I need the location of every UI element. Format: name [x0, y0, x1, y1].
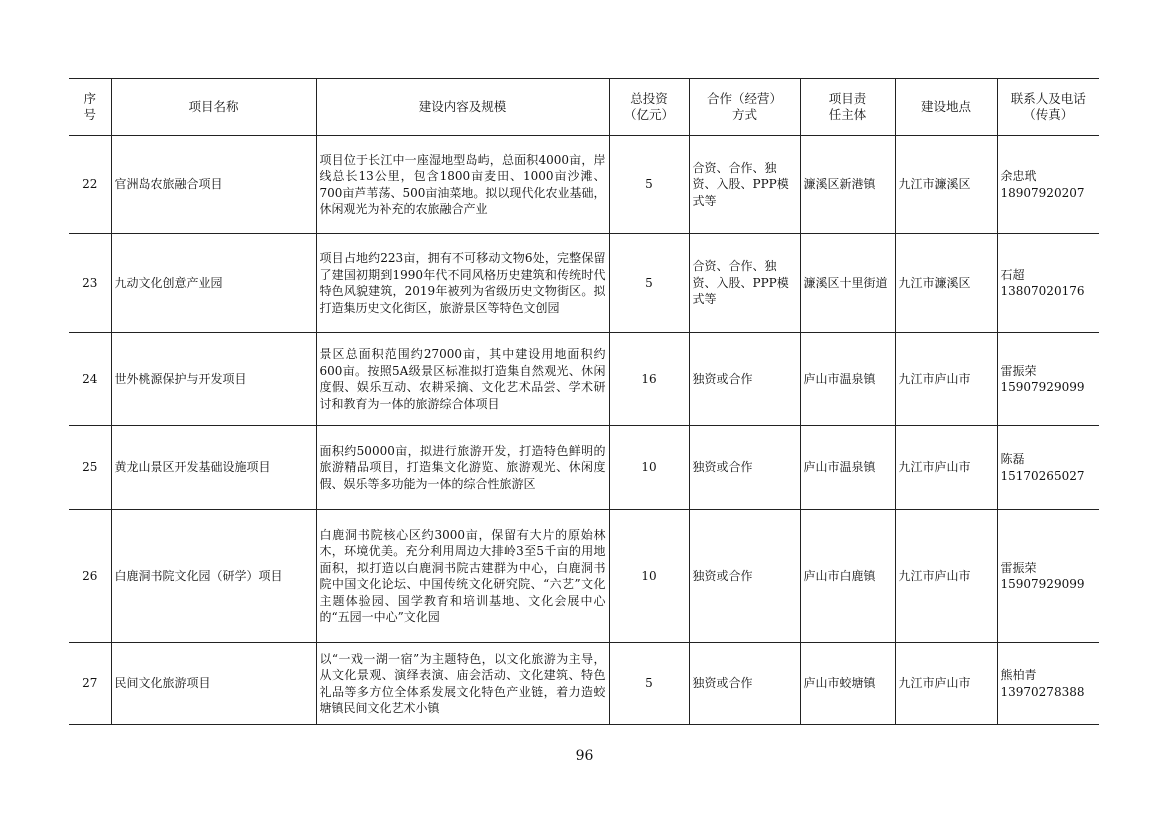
cell-responsible: 庐山市温泉镇 [800, 426, 895, 510]
cell-contact [997, 136, 1099, 234]
contact-name: 余忠玳 [1000, 169, 1037, 183]
cell-name: 民间文化旅游项目 [111, 643, 316, 725]
cell-no: 27 [69, 643, 111, 725]
table-row [69, 426, 1099, 510]
cell-content: 景区总面积范围约27000亩，其中建设用地面积约600亩。按照5A级景区标准拟打造集自然观光、休闲度假、娱乐互动、农耕采摘、文化艺术品尝、学术研讨和教育为一体的旅游综合体项目 [316, 333, 609, 426]
table-row [69, 136, 1099, 234]
cell-cooperation: 合资、合作、独资、入股、PPP模式等 [689, 234, 800, 333]
cell-content: 白鹿洞书院核心区约3000亩，保留有大片的原始林木，环境优美。充分利用周边大排岭3至5千亩的用地面积，拟打造以白鹿洞书院古建群为中心，白鹿洞书院中国文化论坛、中国传统文化研究院、“六艺”文化主题体验园、国学教育和培训基地、文化会展中心的“五园一中心”文化园 [316, 510, 609, 643]
header-contact: 联系人及电话 （传真） [997, 79, 1099, 136]
cell-cooperation: 独资或合作 [689, 333, 800, 426]
cell-content: 项目位于长江中一座湿地型岛屿，总面积4000亩，岸线总长13公里，包含1800亩麦田、1000亩沙滩、700亩芦苇荡、500亩油菜地。拟以现代化农业基础，休闲观光为补充的农旅融合产业 [316, 136, 609, 234]
header-responsible: 项目责 任主体 [800, 79, 895, 136]
cell-no: 22 [69, 136, 111, 234]
cell-contact [997, 510, 1099, 643]
cell-investment: 5 [609, 643, 689, 725]
cell-cooperation: 独资或合作 [689, 510, 800, 643]
cell-responsible: 濂溪区十里街道 [800, 234, 895, 333]
cell-cooperation: 独资或合作 [689, 426, 800, 510]
contact-phone: 15907929099 [1000, 577, 1085, 591]
cell-cooperation: 合资、合作、独资、入股、PPP模式等 [689, 136, 800, 234]
cell-investment: 5 [609, 136, 689, 234]
cell-location: 九江市濂溪区 [895, 234, 997, 333]
table-row [69, 510, 1099, 643]
cell-content: 以“一戏一湖一宿”为主题特色，以文化旅游为主导，从文化景观、演绎表演、庙会活动、文化建筑、特色礼品等多方位全体系发展文化特色产业链，着力造蛟塘镇民间文化艺术小镇 [316, 643, 609, 725]
cell-contact [997, 234, 1099, 333]
cell-name: 官洲岛农旅融合项目 [111, 136, 316, 234]
table-row [69, 333, 1099, 426]
cell-cooperation: 独资或合作 [689, 643, 800, 725]
cell-contact [997, 643, 1099, 725]
cell-name: 黄龙山景区开发基础设施项目 [111, 426, 316, 510]
cell-investment: 5 [609, 234, 689, 333]
table-row [69, 643, 1099, 725]
cell-name: 世外桃源保护与开发项目 [111, 333, 316, 426]
contact-name: 雷振荣 [1000, 560, 1037, 575]
header-location: 建设地点 [895, 79, 997, 136]
header-cooperation: 合作（经营） 方式 [689, 79, 800, 136]
cell-location: 九江市庐山市 [895, 333, 997, 426]
contact-phone: 18907920207 [1000, 185, 1085, 200]
header-no: 序 号 [69, 79, 111, 136]
cell-name: 九动文化创意产业园 [111, 234, 316, 333]
cell-location: 九江市庐山市 [895, 510, 997, 643]
contact-phone: 13807020176 [1000, 284, 1085, 298]
cell-responsible: 庐山市白鹿镇 [800, 510, 895, 643]
cell-responsible: 庐山市温泉镇 [800, 333, 895, 426]
cell-location: 九江市庐山市 [895, 643, 997, 725]
contact-name: 石超 [1000, 267, 1025, 282]
contact-name: 雷振荣 [1000, 363, 1037, 378]
page-number: 96 [575, 748, 594, 764]
cell-contact [997, 426, 1099, 510]
header-content: 建设内容及规模 [316, 79, 609, 136]
cell-investment: 10 [609, 510, 689, 643]
project-table [69, 78, 1099, 725]
contact-phone: 15170265027 [1000, 468, 1085, 483]
table-row [69, 234, 1099, 333]
cell-no: 23 [69, 234, 111, 333]
cell-investment: 16 [609, 333, 689, 426]
contact-phone: 15907929099 [1000, 380, 1085, 394]
cell-no: 26 [69, 510, 111, 643]
table-header-row [69, 79, 1099, 136]
cell-contact [997, 333, 1099, 426]
header-name: 项目名称 [111, 79, 316, 136]
cell-no: 24 [69, 333, 111, 426]
cell-investment: 10 [609, 426, 689, 510]
cell-no: 25 [69, 426, 111, 510]
cell-name: 白鹿洞书院文化园（研学）项目 [111, 510, 316, 643]
cell-responsible: 濂溪区新港镇 [800, 136, 895, 234]
cell-content: 项目占地约223亩，拥有不可移动文物6处，完整保留了建国初期到1990年代不同风格历史建筑和传统时代特色风貌建筑，2019年被列为省级历史文物街区。拟打造集历史文化街区，旅游景区等特色文创园 [316, 234, 609, 333]
cell-location: 九江市濂溪区 [895, 136, 997, 234]
contact-phone: 13970278388 [1000, 684, 1085, 699]
cell-location: 九江市庐山市 [895, 426, 997, 510]
cell-responsible: 庐山市蛟塘镇 [800, 643, 895, 725]
contact-name: 熊柏青 [1000, 668, 1037, 682]
header-investment: 总投资 （亿元） [609, 79, 689, 136]
cell-content: 面积约50000亩，拟进行旅游开发，打造特色鲜明的旅游精品项目，打造集文化游览、旅游观光、休闲度假、娱乐等多功能为一体的综合性旅游区 [316, 426, 609, 510]
contact-name: 陈磊 [1000, 452, 1025, 466]
